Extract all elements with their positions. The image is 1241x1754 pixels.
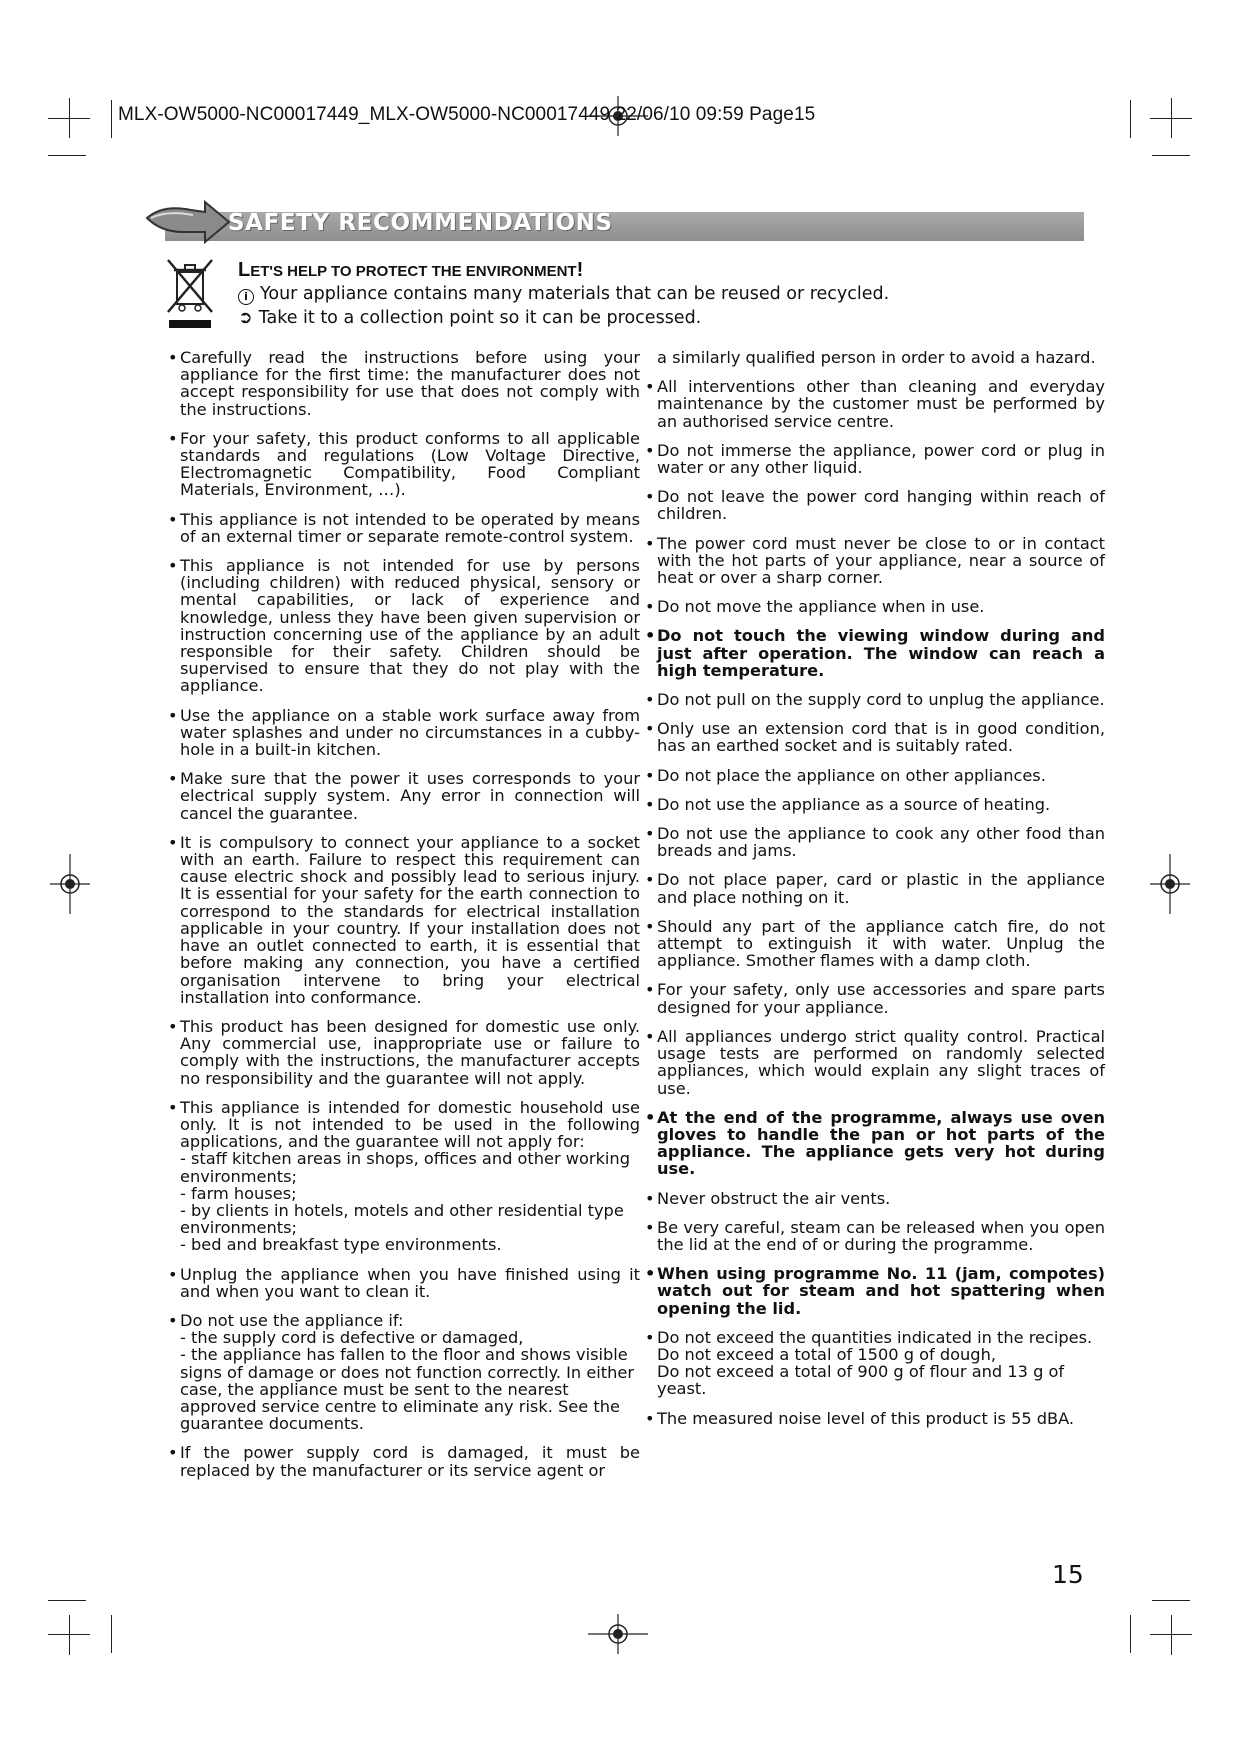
safety-item-text: This appliance is not intended to be operated by means of an external timer or separate remote-control system. xyxy=(180,509,640,546)
safety-item xyxy=(645,1028,1105,1097)
info-circle-icon: i xyxy=(238,289,254,305)
safety-item-text: Make sure that the power it uses corresponds to your electrical supply system. Any error in connection will cancel the guarantee. xyxy=(180,769,640,823)
left-column xyxy=(168,349,640,1491)
safety-item xyxy=(645,796,1105,813)
arrow-right-icon: ➲ xyxy=(238,308,253,328)
safety-item-text: If the power supply cord is damaged, it must be replaced by the manufacturer or its service agent or xyxy=(180,1443,640,1480)
registration-mark-right-icon xyxy=(1150,854,1190,914)
safety-item xyxy=(645,767,1105,784)
safety-item xyxy=(645,981,1105,1015)
safety-item-text: Do not exceed the quantities indicated in the recipes. xyxy=(657,1327,1093,1347)
safety-item xyxy=(645,1219,1105,1253)
print-slug: MLX-OW5000-NC00017449_MLX-OW5000-NC00017449 22/06/10 09:59 Page15 xyxy=(118,104,816,125)
safety-item xyxy=(645,825,1105,859)
safety-item xyxy=(168,770,640,822)
safety-item xyxy=(645,442,1105,476)
safety-item-text: The power cord must never be close to or in contact with the hot parts of your appliance, near a source of heat or over a sharp corner. xyxy=(657,533,1105,588)
safety-item xyxy=(645,1329,1105,1398)
safety-item-subline: - the appliance has fallen to the floor and shows visible signs of damage or does not function correctly. In either case, the appliance must be sent to the nearest approved service centre to eliminate any risk. See the guarantee documents. xyxy=(180,1345,634,1434)
right-column xyxy=(645,349,1105,1439)
safety-item xyxy=(168,1266,640,1300)
safety-item xyxy=(168,1312,640,1432)
safety-item-text: The measured noise level of this product is 55 dBA. xyxy=(657,1408,1075,1428)
safety-item-text: This appliance is intended for domestic household use only. It is not intended to be used in the following applications, and the guarantee will not apply for: xyxy=(180,1097,640,1152)
safety-item-text: For your safety, only use accessories and spare parts designed for your appliance. xyxy=(657,980,1105,1017)
safety-item-text: Use the appliance on a stable work surface away from water splashes and under no circumstances in a cubby-hole in a built-in kitchen. xyxy=(180,705,640,760)
page-title: SAFETY RECOMMENDATIONS xyxy=(228,210,613,236)
safety-item-text: Be very careful, steam can be released when you open the lid at the end of or during the programme. xyxy=(657,1217,1105,1254)
page-number: 15 xyxy=(1052,1560,1084,1589)
safety-item-text: Should any part of the appliance catch fire, do not attempt to extinguish it with water. Unplug the appliance. Smother flames with a damp cloth. xyxy=(657,916,1105,971)
safety-item xyxy=(645,918,1105,970)
safety-item xyxy=(168,1444,640,1478)
safety-item-text: Only use an extension cord that is in good condition, has an earthed socket and is suitably rated. xyxy=(657,719,1105,756)
safety-item xyxy=(645,378,1105,430)
safety-item-text: Carefully read the instructions before using your appliance for the first time: the manufacturer does not accept responsibility for use that does not comply with the instructions. xyxy=(180,348,640,419)
environment-line-1: i Your appliance contains many materials that can be reused or recycled. xyxy=(238,284,889,305)
safety-item-subline: - farm houses; xyxy=(180,1183,297,1203)
safety-item xyxy=(168,834,640,1006)
safety-item xyxy=(645,1410,1105,1427)
environment-line-2: ➲ Take it to a collection point so it can be processed. xyxy=(238,308,702,328)
safety-item-text: Do not use the appliance as a source of heating. xyxy=(657,794,1051,814)
safety-item-text: For your safety, this product conforms to all applicable standards and regulations (Low Voltage Directive, Electromagnetic Compatibility, Food Compliant Materials, Environment, …). xyxy=(180,428,640,500)
safety-item-text: Do not move the appliance when in use. xyxy=(657,597,985,617)
safety-item-subline: - the supply cord is defective or damaged, xyxy=(180,1328,524,1348)
registration-mark-bottom-icon xyxy=(588,1614,648,1654)
safety-item-text: a similarly qualified person in order to avoid a hazard. xyxy=(657,348,1096,367)
safety-item xyxy=(168,707,640,759)
safety-item xyxy=(645,1190,1105,1207)
safety-item xyxy=(645,488,1105,522)
safety-item-text: Do not use the appliance if: xyxy=(180,1310,404,1330)
safety-item-text: Do not pull on the supply cord to unplug the appliance. xyxy=(657,690,1105,710)
safety-item xyxy=(645,691,1105,708)
safety-item-text: Do not touch the viewing window during and just after operation. The window can reach a high temperature. xyxy=(657,626,1105,680)
safety-item-text: Do not place the appliance on other appliances. xyxy=(657,765,1046,785)
safety-item-text: Do not place paper, card or plastic in the appliance and place nothing on it. xyxy=(657,870,1105,907)
safety-item-text: Do not use the appliance to cook any other food than breads and jams. xyxy=(657,824,1105,861)
safety-item-text: This product has been designed for domestic use only. Any commercial use, inappropriate use or failure to comply with the instructions, the manufacturer accepts no responsibility and the guarantee will not apply. xyxy=(180,1016,640,1088)
safety-item-text: At the end of the programme, always use oven gloves to handle the pan or hot parts of the appliance. The appliance gets very hot during use. xyxy=(657,1107,1105,1179)
safety-item xyxy=(168,1099,640,1254)
safety-item-text: Unplug the appliance when you have finished using it and when you want to clean it. xyxy=(180,1264,640,1301)
safety-item-text: All interventions other than cleaning and everyday maintenance by the customer must be performed by an authorised service centre. xyxy=(657,377,1105,431)
safety-item xyxy=(168,511,640,545)
safety-item xyxy=(645,720,1105,754)
safety-item-subline: Do not exceed a total of 900 g of flour and 13 g of yeast. xyxy=(657,1362,1065,1399)
registration-mark-left-icon xyxy=(50,854,90,914)
safety-item-text: All appliances undergo strict quality control. Practical usage tests are performed on randomly selected appliances, which would explain any slight traces of use. xyxy=(657,1026,1105,1098)
safety-item-text: When using programme No. 11 (jam, compotes) watch out for steam and hot spattering when opening the lid. xyxy=(657,1264,1105,1318)
safety-item-text: Do not leave the power cord hanging within reach of children. xyxy=(657,487,1105,524)
safety-item xyxy=(168,349,640,418)
environment-title: LET'S HELP TO PROTECT THE ENVIRONMENT! xyxy=(238,259,584,281)
safety-item xyxy=(645,1265,1105,1317)
safety-item xyxy=(645,871,1105,905)
safety-item-subline: - by clients in hotels, motels and other residential type environments; xyxy=(180,1200,624,1238)
safety-item-subline: - staff kitchen areas in shops, offices and other working environments; xyxy=(180,1149,630,1186)
safety-item xyxy=(168,430,640,499)
safety-item-text: Do not immerse the appliance, power cord or plug in water or any other liquid. xyxy=(657,440,1105,478)
safety-item-subline: Do not exceed a total of 1500 g of dough, xyxy=(657,1344,996,1364)
safety-item xyxy=(645,1109,1105,1178)
safety-item xyxy=(645,535,1105,587)
arrow-banner-icon xyxy=(143,198,233,246)
safety-item xyxy=(645,627,1105,679)
safety-item xyxy=(168,1018,640,1087)
crossed-bin-icon xyxy=(165,256,215,330)
safety-item xyxy=(645,349,1105,366)
safety-item-text: It is compulsory to connect your appliance to a socket with an earth. Failure to respect this requirement can cause electric shock and possibly lead to serious injury. It is essential for your safety for the earth connection to correspond to the standards for electrical installation applicable in your country. If your installation does not have an outlet connected to earth, it is essential that before making any connection, you have a certified organisation intervene to bring your electrical installation into conformance. xyxy=(180,832,640,1007)
safety-item xyxy=(168,557,640,695)
safety-item xyxy=(645,598,1105,615)
safety-item-text: This appliance is not intended for use by persons (including children) with reduced physical, sensory or mental capabilities, or lack of experience and knowledge, unless they have been given supervision or instruction concerning use of the appliance by an adult responsible for their safety. Children should be supervised to ensure that they do not play with the appliance. xyxy=(180,556,640,696)
safety-item-subline: - bed and breakfast type environments. xyxy=(180,1235,502,1255)
safety-item-text: Never obstruct the air vents. xyxy=(657,1188,891,1208)
